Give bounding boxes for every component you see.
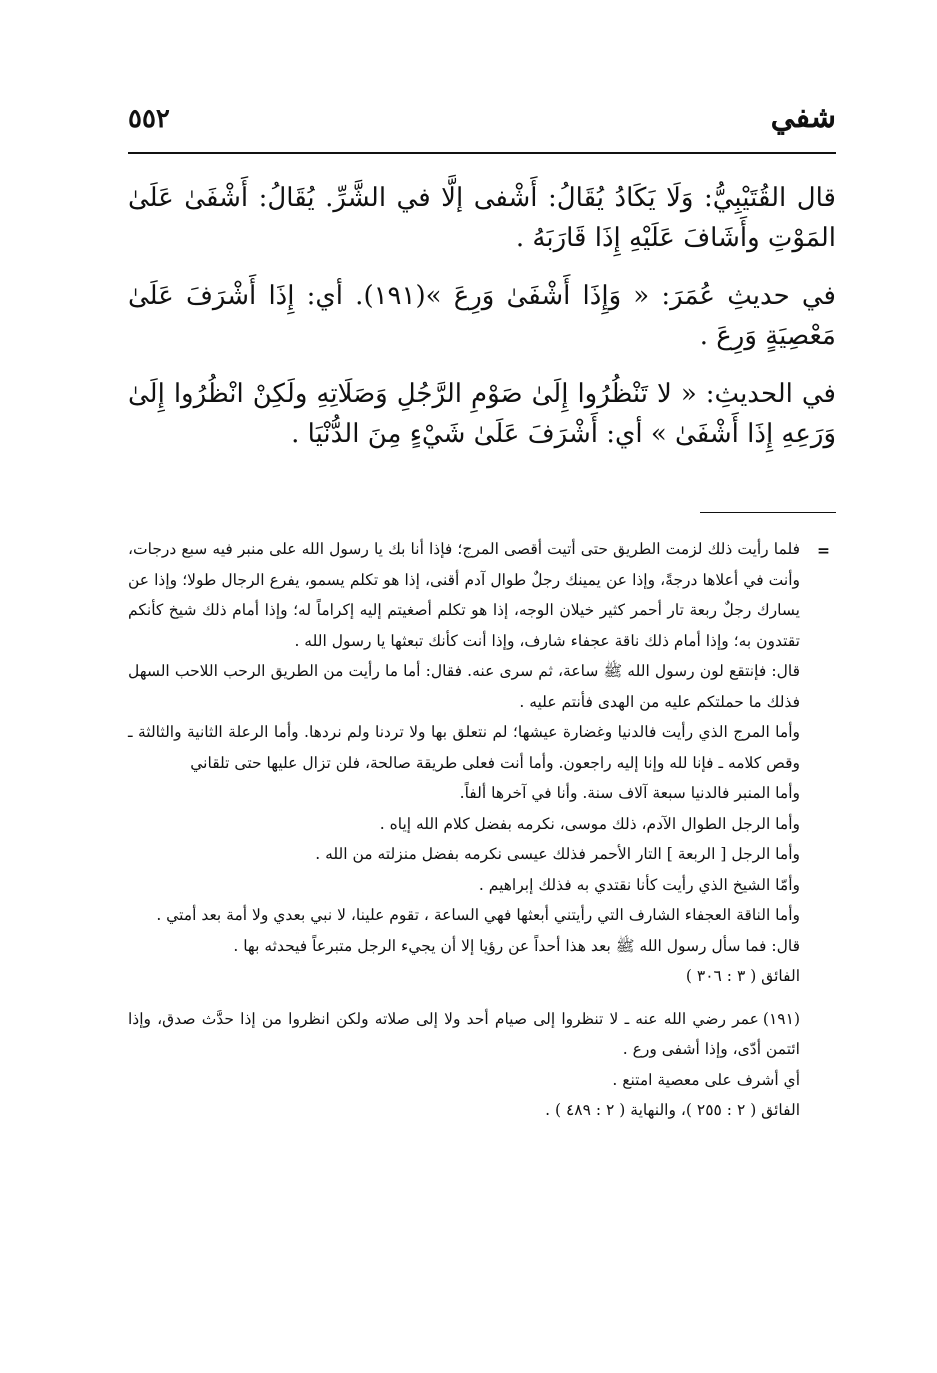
footnote-line: فلما رأيت ذلك لزمت الطريق حتى أتيت أقصى المرج؛ فإذا أنا بك يا رسول الله على منبر فيه سبع درجات، وأنت في أعلاها درجةً، وإذا عن يمينك رجلٌ طوال آدم أقنى، إذا هو تكلم يسمو، يفرع الرجال طولا؛ وإذا عن يسارك رجلٌ ربعة تار أحمر كثير خيلان الوجه، إذا هو تكلم أصغيتم إليه إكراماً له؛ وإذا أمام ذلك شيخ كأنكم تقتدون به؛ وإذا أمام ذلك ناقة عجفاء شارف، وإذا أنت كأنك تبعثها يا رسول الله . (128, 540, 800, 650)
footnote-source: الفائق ( ٣ : ٣٠٦ ) (685, 967, 800, 985)
footnote-continued (128, 534, 836, 992)
footnote-line (128, 1004, 800, 1065)
footnote-source: الفائق ( ٢ : ٢٥٥ )، والنهاية ( ٢ : ٤٨٩ ) . (545, 1101, 800, 1119)
footnotes (128, 534, 836, 1126)
footnote-line: قال: فما سأل رسول الله ﷺ بعد هذا أحداً عن رؤيا إلا أن يجيء الرجل متبرعاً فيحدثه بها . (233, 936, 800, 955)
footnote-line: وأما الرجل [ الربعة ] التار الأحمر فذلك عيسى نكرمه بفضل منزلته من الله . (315, 845, 800, 863)
main-paragraph: في حديثِ عُمَرَ: « وَإِذَا أَشْفَىٰ وَرِعَ »(١٩١). أي: إِذَا أَشْرَفَ عَلَىٰ مَعْصِيَةٍ وَرِعَ . (128, 281, 836, 351)
footnote-line: وأما الناقة العجفاء الشارف التي رأيتني أبعثها فهي الساعة ، تقوم علينا، لا نبي بعدي ولا أمة بعد أمتي . (156, 906, 800, 924)
page-number: ٥٥٢ (128, 104, 170, 134)
footnote-number: (١٩١) (762, 1009, 800, 1028)
footnote-line: وأمّا الشيخ الذي رأيت كأنا نقتدي به فذلك إبراهيم . (478, 875, 800, 894)
footnote-text: عمر رضي الله عنه ـ لا تنظروا إلى صيام أحد ولا إلى صلاته ولكن انظروا من إذا حدَّث صدق، وإذا ائتمن أدّى، وإذا أشفى ورع . (128, 1009, 800, 1058)
footnote-line: وأما المنبر فالدنيا سبعة آلاف سنة. وأنا في آخرها ألفاً. (459, 784, 800, 802)
main-paragraph: في الحديثِ: « لا تَنْظُرُوا إِلَىٰ صَوْمِ الرَّجُلِ وَصَلَاتِهِ ولَكِنْ انْظُرُوا إِلَىٰ وَرَعِهِ إِذَا أَشْفَىٰ » أي: أَشْرَفَ عَلَىٰ شَيْءٍ مِنَ الدُّنْيَا . (128, 379, 836, 449)
header-rule (128, 152, 836, 154)
footnote-line: قال: فإنتقع لون رسول الله ﷺ ساعة، ثم سرى عنه. فقال: أما ما رأيت من الطريق الرحب اللاحب السهل فذلك ما حملتكم عليه من الهدى فأنتم عليه . (128, 662, 800, 711)
footnote-line: وأما الرجل الطوال الآدم، ذلك موسى، نكرمه بفضل كلام الله إياه . (379, 814, 800, 833)
continuation-marker: = (817, 541, 830, 560)
footnote-line: وأما المرج الذي رأيت فالدنيا وغضارة عيشها؛ لم نتعلق بها ولا تردنا ولم نردها. وأما الرعلة الثانية والثالثة ـ وقص كلامه ـ فإنا لله وإنا إليه راجعون. وأما أنت فعلى طريقة صالحة، فلن تزال عليها حتى تلقاني (128, 723, 800, 772)
footnote-191 (128, 1004, 836, 1126)
footnote-line: أي أشرف على معصية امتنع . (612, 1070, 800, 1089)
footnote-gap (128, 992, 836, 1004)
main-paragraph: قال القُتَيْبِيُّ: وَلَا يَكَادُ يُقَالُ: أَشْفى إلَّا في الشَّرِّ. يُقَالُ: أَشْفَىٰ عَلَىٰ المَوْتِ وأَشَافَ عَلَيْهِ إِذَا قَارَبَهُ . (128, 183, 836, 253)
footnote-rule (700, 512, 836, 513)
page-heading: شفي (770, 100, 836, 135)
page-header (128, 96, 836, 152)
main-text (128, 178, 836, 472)
